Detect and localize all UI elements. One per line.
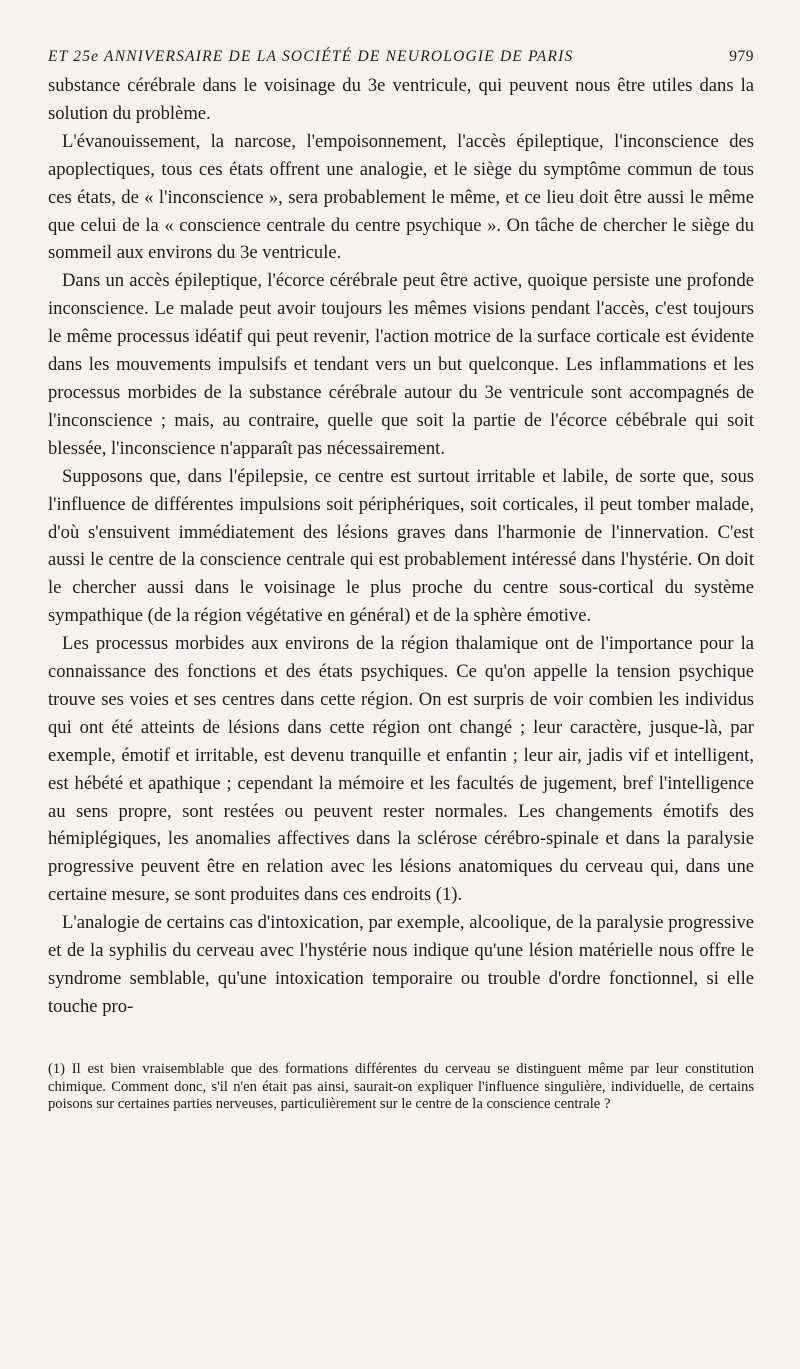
journal-page <box>48 48 754 1114</box>
running-header <box>48 48 754 66</box>
footnotes <box>48 1061 754 1114</box>
paragraph: L'analogie de certains cas d'intoxication, par exemple, alcoolique, de la paralysie progressive et de la syphilis du cerveau avec l'hystérie nous indique qu'une lésion matérielle nous offre le syndrome semblable, qu'une intoxication temporaire ou trouble d'ordre fonctionnel, si elle touche pro- <box>48 912 754 1017</box>
paragraph: Dans un accès épileptique, l'écorce cérébrale peut être active, quoique persiste une profonde inconscience. Le malade peut avoir toujours les mêmes visions pendant l'accès, c'est toujours le même processus idéatif qui peut revenir, l'action motrice de la surface corticale est évidente dans les mouvements impulsifs et tendant vers un but quelconque. Les inflammations et les processus morbides de la substance cérébrale autour du 3e ventricule sont accompagnés de l'inconscience ; mais, au contraire, quelle que soit la partie de l'écorce cébébrale qui soit blessée, l'inconscience n'apparaît pas nécessairement. <box>48 270 754 459</box>
running-title: ET 25e ANNIVERSAIRE DE LA SOCIÉTÉ DE NEUROLOGIE DE PARIS <box>48 48 574 65</box>
page-number: 979 <box>729 48 754 65</box>
paragraph: Supposons que, dans l'épilepsie, ce centre est surtout irritable et labile, de sorte que, sous l'influence de différentes impulsions soit périphériques, soit corticales, il peut tomber malade, d'où s'ensuivent immédiatement des lésions graves dans l'harmonie de l'innervation. C'est aussi le centre de la conscience centrale qui est probablement intéressé dans l'hystérie. On doit le chercher aussi dans le voisinage le plus proche du centre sous-cortical du système sympathique (de la région végétative en général) et de la sphère émotive. <box>48 465 754 627</box>
paragraph: L'évanouissement, la narcose, l'empoisonnement, l'accès épileptique, l'inconscience des apoplectiques, tous ces états offrent une analogie, et le siège du symptôme commun de tous ces états, de « l'inconscience », sera probablement le même, et ce lieu doit être aussi le même que celui de la « conscience centrale du centre psychique ». On tâche de chercher le siège du sommeil aux environs du 3e ventricule. <box>48 130 754 264</box>
footnote: (1) Il est bien vraisemblable que des formations différentes du cerveau se distinguent même par leur constitution chimique. Comment donc, s'il n'en était pas ainsi, saurait-on expliquer l'influence singulière, individuelle, de certains poisons sur certaines parties nerveuses, particulièrement sur le centre de la conscience centrale ? <box>48 1060 754 1113</box>
body-text <box>48 72 754 1021</box>
paragraph: substance cérébrale dans le voisinage du 3e ventricule, qui peuvent nous être utiles dans la solution du problème. <box>48 75 754 124</box>
paragraph: Les processus morbides aux environs de la région thalamique ont de l'importance pour la connaissance des fonctions et des états psychiques. Ce qu'on appelle la tension psychique trouve ses voies et ses centres dans cette région. On est surpris de voir combien les individus qui ont été atteints de lésions dans cette région ont changé ; leur caractère, jusque-là, par exemple, émotif et irritable, est devenu tranquille et enfantin ; leur air, jadis vif et intelligent, est hébété et apathique ; cependant la mémoire et les facultés de jugement, bref l'intelligence au sens propre, sont restées ou peuvent rester normales. Les changements émotifs des hémiplégiques, les anomalies affectives dans la sclérose cérébro-spinale et dans la paralysie progressive peuvent être en relation avec les lésions anatomiques du cerveau qui, dans une certaine mesure, se sont produites dans ces endroits (1). <box>48 633 754 906</box>
